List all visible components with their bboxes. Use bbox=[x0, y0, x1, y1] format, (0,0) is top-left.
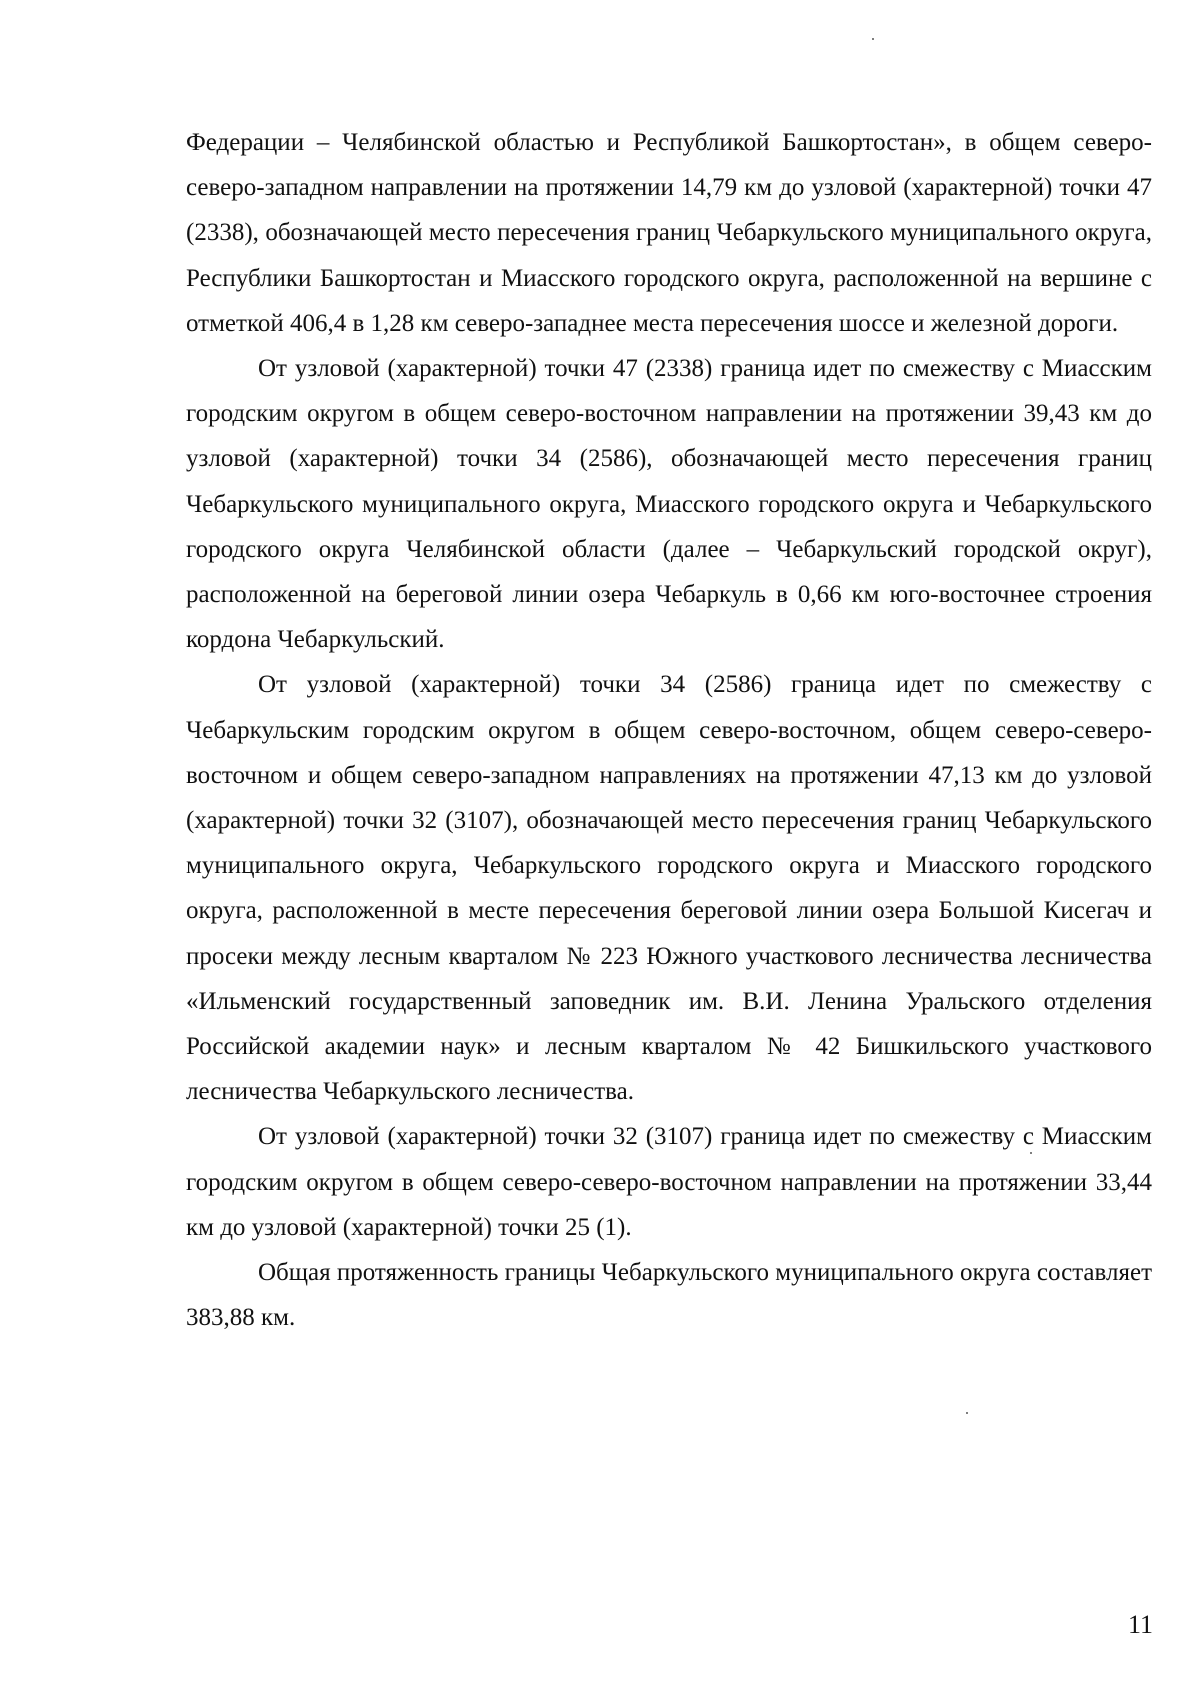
paragraph-point-32-to-25: От узловой (характерной) точки 32 (3107) граница идет по смежеству с Миасским городским округом в общем северо-северо-восточном направлении на протяжении 33,44 км до узловой (характерной) точки 25 (1). bbox=[186, 1123, 1152, 1241]
paragraph-point-34-to-32: От узловой (характерной) точки 34 (2586) граница идет по смежеству с Чебаркульским городским округом в общем северо-восточном, общем северо-северо-восточном и общем северо-западном направлениях на протяжении 47,13 км до узловой (характерной) точки 32 (3107), обозначающей место пересечения границ Чебаркульского муниципального округа, Чебаркульского городского округа и Миасского городского округа, расположенной в месте пересечения береговой линии озера Большой Кисегач и просеки между лесным кварталом № 223 Южного участкового лесничества лесничества «Ильменский государственный заповедник им. В.И. Ленина Уральского отделения Российской академии наук» и лесным кварталом № 42 Бишкильского участкового лесничества Чебаркульского лесничества. bbox=[186, 671, 1152, 1106]
paragraph-point-47-to-34: От узловой (характерной) точки 47 (2338) граница идет по смежеству с Миасским городским округом в общем северо-восточном направлении на протяжении 39,43 км до узловой (характерной) точки 34 (2586), обозначающей место пересечения границ Чебаркульского муниципального округа, Миасского городского округа и Чебаркульского городского округа Челябинской области (далее – Чебаркульский городской округ), расположенной на береговой линии озера Чебаркуль в 0,66 км юго-восточнее строения кордона Чебаркульский. bbox=[186, 355, 1152, 654]
scan-speck bbox=[872, 38, 874, 40]
page-number: 11 bbox=[1128, 1610, 1154, 1639]
paragraph-total-length: Общая протяженность границы Чебаркульского муниципального округа составляет 383,88 км. bbox=[186, 1259, 1152, 1332]
body-text bbox=[186, 120, 1152, 1340]
paragraph-continuation: Федерации – Челябинской областью и Республикой Башкортостан», в общем северо-северо-западном направлении на протяжении 14,79 км до узловой (характерной) точки 47 (2338), обозначающей место пересечения границ Чебаркульского муниципального округа, Республики Башкортостан и Миасского городского округа, расположенной на вершине с отметкой 406,4 в 1,28 км северо-западнее места пересечения шоссе и железной дороги. bbox=[186, 129, 1152, 337]
scan-speck bbox=[1030, 1152, 1032, 1154]
scan-speck bbox=[966, 1412, 968, 1414]
